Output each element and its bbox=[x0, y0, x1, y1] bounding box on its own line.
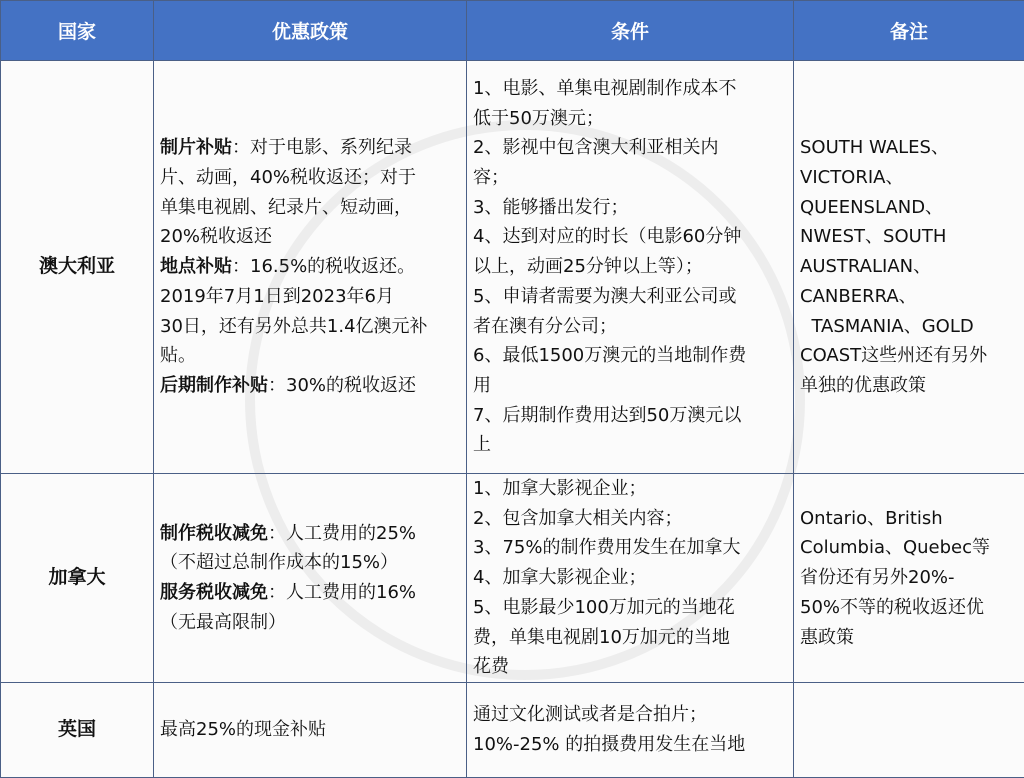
condition-line: 花费 bbox=[473, 652, 787, 682]
note-line: TASMANIA、GOLD bbox=[800, 312, 1018, 342]
note-line: NWEST、SOUTH bbox=[800, 222, 1018, 252]
note-line: 惠政策 bbox=[800, 623, 1018, 653]
condition-line: 通过文化测试或者是合拍片； bbox=[473, 700, 787, 730]
condition-line: 2、包含加拿大相关内容； bbox=[473, 504, 787, 534]
note-line: VICTORIA、 bbox=[800, 163, 1018, 193]
condition-line: 1、电影、单集电视剧制作成本不 bbox=[473, 74, 787, 104]
header-conditions: 条件 bbox=[467, 1, 794, 61]
condition-line: 以上，动画25分钟以上等）； bbox=[473, 252, 787, 282]
header-country: 国家 bbox=[1, 1, 154, 61]
header-row bbox=[1, 1, 1024, 61]
country-cell: 澳大利亚 bbox=[1, 61, 154, 474]
condition-line: 4、达到对应的时长（电影60分钟 bbox=[473, 222, 787, 252]
condition-line: 费，单集电视剧10万加元的当地 bbox=[473, 623, 787, 653]
header-policy: 优惠政策 bbox=[154, 1, 467, 61]
condition-line: 上 bbox=[473, 430, 787, 460]
policy-line: （不超过总制作成本的15%） bbox=[160, 548, 460, 578]
policy-line: 单集电视剧、纪录片、短动画， bbox=[160, 193, 460, 223]
policy-cell bbox=[154, 61, 467, 474]
country-cell: 加拿大 bbox=[1, 474, 154, 683]
policy-cell bbox=[154, 682, 467, 777]
table-row bbox=[1, 61, 1024, 474]
condition-line: 10%-25% 的拍摄费用发生在当地 bbox=[473, 730, 787, 760]
note-line: AUSTRALIAN、 bbox=[800, 252, 1018, 282]
policy-line: 2019年7月1日到2023年6月 bbox=[160, 282, 460, 312]
policy-line: 后期制作补贴：30%的税收返还 bbox=[160, 371, 460, 401]
condition-line: 6、最低1500万澳元的当地制作费 bbox=[473, 341, 787, 371]
condition-line: 5、电影最少100万加元的当地花 bbox=[473, 593, 787, 623]
condition-line: 者在澳有分公司； bbox=[473, 312, 787, 342]
notes-cell bbox=[794, 474, 1024, 683]
policy-line: 20%税收返还 bbox=[160, 222, 460, 252]
policy-line: 服务税收减免：人工费用的16% bbox=[160, 578, 460, 608]
condition-line: 1、加拿大影视企业； bbox=[473, 474, 787, 504]
condition-line: 容； bbox=[473, 163, 787, 193]
note-line: QUEENSLAND、 bbox=[800, 193, 1018, 223]
notes-cell bbox=[794, 682, 1024, 777]
condition-line: 3、能够播出发行； bbox=[473, 193, 787, 223]
policy-line: 制片补贴：对于电影、系列纪录 bbox=[160, 133, 460, 163]
condition-line: 4、加拿大影视企业； bbox=[473, 563, 787, 593]
policy-cell bbox=[154, 474, 467, 683]
condition-line: 7、后期制作费用达到50万澳元以 bbox=[473, 401, 787, 431]
condition-line: 5、申请者需要为澳大利亚公司或 bbox=[473, 282, 787, 312]
note-line: SOUTH WALES、 bbox=[800, 133, 1018, 163]
table-row bbox=[1, 682, 1024, 777]
condition-line: 3、75%的制作费用发生在加拿大 bbox=[473, 533, 787, 563]
policy-line: 制作税收减免：人工费用的25% bbox=[160, 519, 460, 549]
policy-line: 贴。 bbox=[160, 341, 460, 371]
notes-cell bbox=[794, 61, 1024, 474]
note-line: 单独的优惠政策 bbox=[800, 371, 1018, 401]
condition-line: 2、影视中包含澳大利亚相关内 bbox=[473, 133, 787, 163]
policy-line: 30日，还有另外总共1.4亿澳元补 bbox=[160, 312, 460, 342]
note-line: Ontario、British bbox=[800, 504, 1018, 534]
policy-line: （无最高限制） bbox=[160, 608, 460, 638]
condition-line: 用 bbox=[473, 371, 787, 401]
policy-line: 地点补贴：16.5%的税收返还。 bbox=[160, 252, 460, 282]
table-row bbox=[1, 474, 1024, 683]
header-notes: 备注 bbox=[794, 1, 1024, 61]
conditions-cell bbox=[467, 474, 794, 683]
note-line: Columbia、Quebec等 bbox=[800, 533, 1018, 563]
condition-line: 低于50万澳元； bbox=[473, 104, 787, 134]
note-line: 50%不等的税收返还优 bbox=[800, 593, 1018, 623]
policy-line: 最高25%的现金补贴 bbox=[160, 715, 460, 745]
conditions-cell bbox=[467, 682, 794, 777]
note-line: COAST这些州还有另外 bbox=[800, 341, 1018, 371]
note-line: CANBERRA、 bbox=[800, 282, 1018, 312]
note-line: 省份还有另外20%- bbox=[800, 563, 1018, 593]
country-cell: 英国 bbox=[1, 682, 154, 777]
policy-line: 片、动画，40%税收返还；对于 bbox=[160, 163, 460, 193]
conditions-cell bbox=[467, 61, 794, 474]
